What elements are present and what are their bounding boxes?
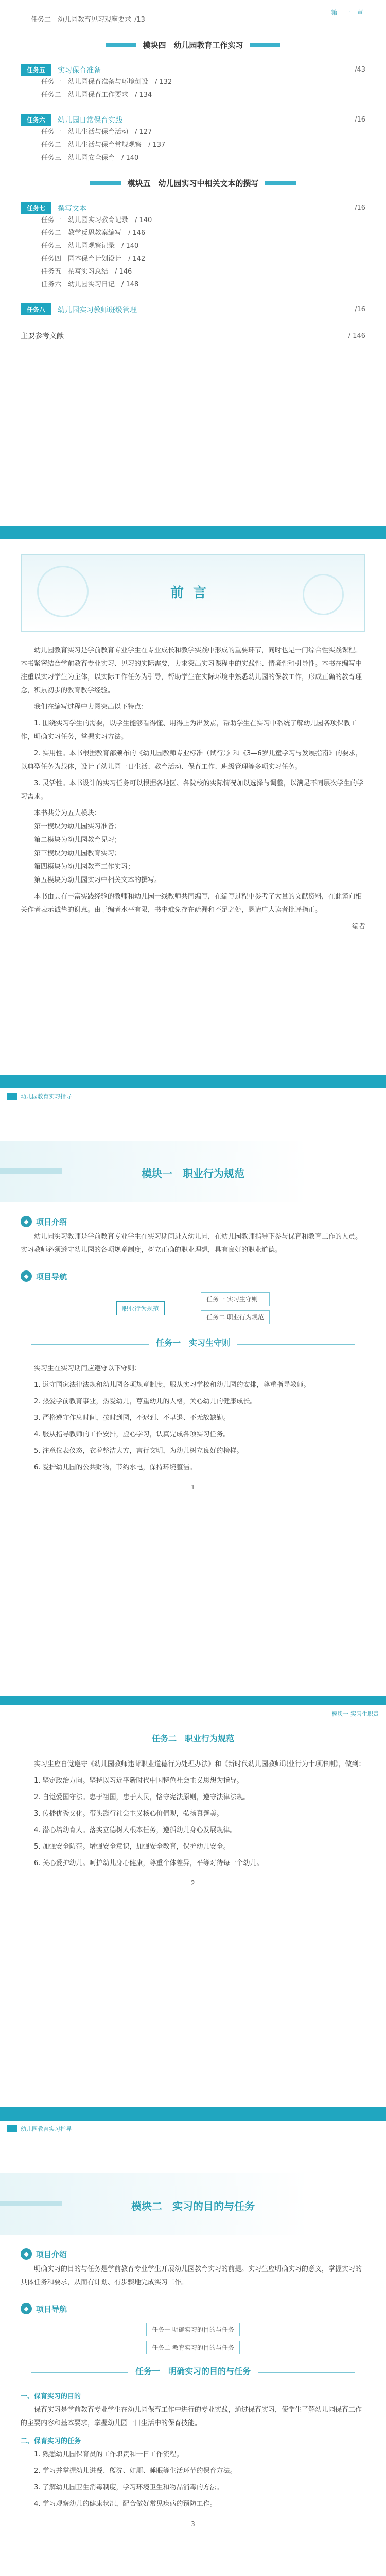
module-banner	[0, 2173, 386, 2235]
diagram-connector	[170, 1290, 201, 1326]
toc-task7-sub-1[interactable]: 任务二 教学反思教案编写 / 146	[41, 229, 146, 237]
page-number: 1	[191, 1484, 195, 1491]
preface-paragraph: 2. 实用性。本书根据教育部颁布的《幼儿园教师专业标准（试行）》和《3—6岁儿童学习与发展指南》的要求，以典型任务为载体，设计了幼儿园一日生活、教育活动、保育工作、班级管理等多项实习任务。	[21, 750, 362, 771]
toc-task6-sub-1[interactable]: 任务二 幼儿生活与保育常规观察 / 137	[41, 141, 166, 149]
module-bar-right	[250, 43, 280, 47]
preface-list-item: 第一模块为幼儿园实习准备；	[34, 823, 121, 831]
toc-task-7[interactable]: 任务七 撰写文本 /16	[21, 202, 365, 214]
module-bar-left	[90, 181, 121, 185]
list-item: 4. 学习观察幼儿的健康状况，配合做好常见疾病的预防工作。	[34, 2500, 217, 2508]
section-header: ◆ 项目介绍	[21, 2248, 365, 2260]
sub-heading: 一、保育实习的目的	[21, 2393, 81, 2400]
list-item: 1. 熟悉幼儿园保育员的工作职责和一日工作流程。	[34, 2451, 183, 2459]
preface-paragraph: 3. 灵活性。本书设计的实习任务可以根据各地区、各院校的实际情况加以选择与调整，以满足不同层次学生的学习需求。	[21, 779, 364, 801]
diagram-item: 任务一 明确实习的目的与任务	[146, 2323, 240, 2336]
page-separator	[0, 1696, 386, 1705]
toc-task6-sub-2[interactable]: 任务三 幼儿园安全保育 / 140	[41, 154, 139, 162]
task-banner: 任务一 实习生守则	[0, 1336, 386, 1352]
intro-text: 明确实习的目的与任务是学前教育专业学生开展幼儿园教育实习的前提。实习生应明确实习的意义，掌握实习的具体任务和要求，从而有计划、有步骤地完成实习工作。	[21, 2265, 362, 2286]
navigation-icon: ◆	[21, 1270, 32, 1282]
task-banner: 任务一 明确实习的目的与任务	[0, 2365, 386, 2380]
preface-banner	[21, 554, 365, 632]
page-number: 3	[191, 2520, 195, 2528]
diagram-item: 任务二 职业行为规范	[201, 1310, 270, 1324]
sub-heading: 二、保育实习的任务	[21, 2437, 81, 2445]
book-logo-icon	[7, 1093, 17, 1100]
toc-top-line: 任务二 幼儿园教育见习观摩要求 /13	[31, 16, 145, 24]
rule-item: 6. 关心爱护幼儿。呵护幼儿身心健康，尊重个体差异，平等对待每一个幼儿。	[34, 1859, 264, 1867]
toc-task7-sub-4[interactable]: 任务五 撰写实习总结 / 146	[41, 268, 132, 276]
running-header: 幼儿园教育实习指导	[0, 1088, 386, 1105]
rule-item: 1. 遵守国家法律法规和幼儿园各项规章制度，服从实习学校和幼儿园的安排，尊重指导教师。	[34, 1381, 310, 1389]
preface-list-item: 第四模块为幼儿园教育工作实习；	[34, 863, 135, 871]
toc-task-5[interactable]: 任务五 实习保育准备 /43	[21, 64, 365, 76]
module-title: 模块二 实习的目的与任务	[131, 2200, 255, 2212]
toc-task-8[interactable]: 任务八 幼儿园实习教师班级管理 /16	[21, 303, 365, 315]
preface-page	[0, 539, 386, 1075]
toc-task7-sub-0[interactable]: 任务一 幼儿园实习教育记录 / 140	[41, 216, 152, 224]
page-separator	[0, 526, 386, 539]
diagram-item: 任务一 实习生守则	[201, 1292, 270, 1306]
task-text: 实习生在实习期间应遵守以下守则：	[34, 1365, 142, 1372]
toc-module-5: 模块五 幼儿园实习中相关文本的撰写	[21, 178, 365, 189]
rule-item: 4. 潜心培幼育人。落实立德树人根本任务，遵循幼儿身心发展规律。	[34, 1826, 237, 1834]
section-header: ◆ 项目介绍	[21, 1216, 365, 1227]
task-banner: 任务二 职业行为规范	[0, 1732, 386, 1748]
module-banner	[0, 1141, 386, 1202]
toc-module-4: 模块四 幼儿园教育工作实习	[21, 40, 365, 50]
diagram-item: 任务二 教育实习的目的与任务	[146, 2341, 240, 2354]
page-separator	[0, 2107, 386, 2121]
toc-page	[0, 0, 386, 526]
preface-paragraph: 我们在编写过程中力图突出以下特点：	[34, 703, 148, 711]
toc-task5-sub-1[interactable]: 任务二 幼儿园保育工作要求 / 134	[41, 91, 152, 99]
module-bar-right	[265, 181, 296, 185]
preface-list-item: 第五模块为幼儿园实习中相关文本的撰写。	[34, 876, 162, 884]
preface-title: 前言	[170, 585, 216, 601]
rule-item: 1. 坚定政治方向。坚持以习近平新时代中国特色社会主义思想为指导。	[34, 1777, 243, 1785]
preface-paragraph: 1. 围绕实习学生的需要，以学生能够看得懂、用得上为出发点，帮助学生在实习中系统了解幼儿园各项保教工作，明确实习任务，掌握实习方法。	[21, 720, 357, 741]
page-number: 2	[191, 1879, 195, 1887]
book-logo-icon	[7, 2125, 17, 2132]
preface-list-item: 第三模块为幼儿园教育实习；	[34, 850, 121, 857]
rule-item: 6. 爱护幼儿园的公共财物，节约水电，保持环境整洁。	[34, 1464, 197, 1471]
running-header: 幼儿园教育实习指导	[0, 2121, 386, 2137]
body-text: 保育实习是学前教育专业学生在幼儿园保育工作中进行的专业实践，通过保育实习，使学生了解幼儿园保育工作的主要内容和基本要求，掌握幼儿园一日生活中的保育技能。	[21, 2406, 362, 2427]
task-text: 实习生应自觉遵守《幼儿园教师违背职业道德行为处理办法》和《新时代幼儿园教师职业行为十项准则》，做到：	[34, 1760, 365, 1768]
toc-header-label: 第 一 章	[330, 9, 365, 17]
rule-item: 3. 传播优秀文化。带头践行社会主义核心价值观，弘扬真善美。	[34, 1810, 223, 1818]
toc-references[interactable]: 主要参考文献 / 146	[21, 332, 365, 341]
rule-item: 2. 自觉爱国守法。忠于祖国，忠于人民，恪守宪法原则，遵守法律法规。	[34, 1793, 250, 1801]
diagram-root: 职业行为规范	[116, 1301, 165, 1315]
project-intro-icon: ◆	[21, 2248, 32, 2260]
preface-closing: 本书由具有丰富实践经验的教师和幼儿园一线教师共同编写，在编写过程中参考了大量的文献资料，在此谨向相关作者表示诚挚的谢意。由于编者水平有限，书中难免存在疏漏和不足之处，恳请广大读者批评指正。	[21, 893, 362, 914]
section-header: ◆ 项目导航	[21, 2303, 365, 2314]
preface-paragraph: 本书共分为五大模块：	[34, 809, 101, 817]
intro-text: 幼儿园实习教师是学前教育专业学生在实习期间进入幼儿园，在幼儿园教师指导下参与保育和教育工作的人员。实习教师必须遵守幼儿园的各项规章制度，树立正确的职业理想，具有良好的职业道德。	[21, 1233, 362, 1254]
nav-diagram	[0, 2323, 386, 2354]
module1-page	[0, 1088, 386, 1696]
nav-diagram	[0, 1290, 386, 1326]
module-bar-left	[106, 43, 136, 47]
list-item: 2. 学习并掌握幼儿进餐、盥洗、如厕、睡眠等生活环节的保育方法。	[34, 2467, 237, 2475]
project-intro-icon: ◆	[21, 1216, 32, 1227]
toc-task-6[interactable]: 任务六 幼儿园日常保育实践 /16	[21, 114, 365, 126]
rule-item: 2. 热爱学前教育事业，热爱幼儿，尊重幼儿的人格，关心幼儿的健康成长。	[34, 1398, 257, 1405]
rule-item: 3. 严格遵守作息时间，按时到园，不迟到、不早退、不无故缺勤。	[34, 1414, 230, 1422]
rule-item: 5. 加强安全防范。增强安全意识，加强安全教育，保护幼儿安全。	[34, 1843, 230, 1851]
preface-signature: 编者	[352, 923, 365, 930]
section-header: ◆ 项目导航	[21, 1270, 365, 1282]
module2-page	[0, 2121, 386, 2576]
toc-task5-sub-0[interactable]: 任务一 幼儿园保育准备与环境创设 / 132	[41, 78, 172, 86]
toc-task7-sub-3[interactable]: 任务四 园本保育计划设计 / 142	[41, 255, 146, 263]
toc-task7-sub-2[interactable]: 任务三 幼儿园观察记录 / 140	[41, 242, 139, 250]
toc-task6-sub-0[interactable]: 任务一 幼儿生活与保育活动 / 127	[41, 128, 152, 136]
running-header: 模块一 实习生职责	[331, 1710, 379, 1717]
list-item: 3. 了解幼儿园卫生消毒制度，学习环境卫生和物品消毒的方法。	[34, 2484, 223, 2492]
preface-list-item: 第二模块为幼儿园教育见习；	[34, 836, 121, 844]
toc-task7-sub-5[interactable]: 任务六 幼儿园实习日记 / 148	[41, 281, 139, 289]
page-separator	[0, 1075, 386, 1088]
module-title: 模块一 职业行为规范	[142, 1167, 244, 1180]
rule-item: 4. 服从指导教师的工作安排，虚心学习，认真完成各项实习任务。	[34, 1431, 230, 1438]
navigation-icon: ◆	[21, 2303, 32, 2314]
preface-paragraph: 幼儿园教育实习是学前教育专业学生在专业成长和教学实践中形成的重要环节，同时也是一门综合性实践课程。本书紧密结合学前教育专业实习、见习的实际需要，力求突出实习课程中的实践性、情境性和引导性。本书在编写中注重以实习学生为主体，以实际工作任务为引导，帮助学生在实际环境中熟悉幼儿园的保教工作，形成正确的教育理念，积累初步的教育教学经验。	[21, 647, 362, 694]
module1b-page	[0, 1705, 386, 2107]
rule-item: 5. 注意仪表仪态，衣着整洁大方，言行文明，为幼儿树立良好的榜样。	[34, 1447, 243, 1455]
